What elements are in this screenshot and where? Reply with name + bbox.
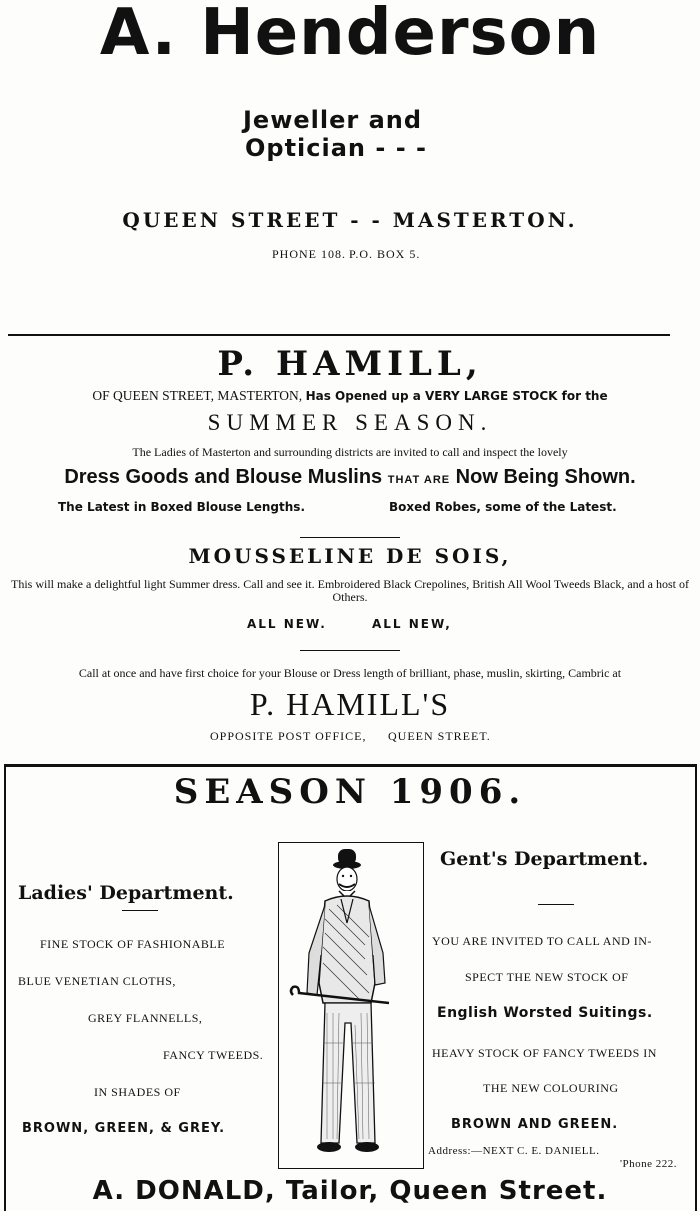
hamill-opened-bold: Has Opened up a VERY LARGE STOCK for the — [305, 389, 608, 403]
ladies-department-heading: Ladies' Department. — [18, 882, 234, 904]
hamill-street: QUEEN STREET. — [388, 729, 491, 743]
gents-line: HEAVY STOCK OF FANCY TWEEDS IN — [432, 1046, 657, 1060]
hamill-all-new-1: ALL NEW. — [247, 617, 327, 631]
ladies-line: BLUE VENETIAN CLOTHS, — [18, 974, 176, 988]
divider-rule — [8, 334, 670, 336]
hamill-description: This will make a delightful light Summer dress. Call and see it. Embroidered Black Crepolines, British All Wool Tweeds Black, and a host of Others. — [11, 577, 689, 604]
gents-line-worsted: English Worsted Suitings. — [437, 1005, 653, 1021]
hamill-all-new-2: ALL NEW, — [372, 617, 452, 631]
hamill-dress-line — [0, 466, 700, 489]
donald-footer: A. DONALD, Tailor, Queen Street. — [92, 1176, 608, 1206]
hamill-now-shown: Now Being Shown. — [455, 466, 636, 488]
hamill-name-possessive: P. HAMILL'S — [249, 686, 451, 722]
gents-line: YOU ARE INVITED TO CALL AND IN- — [432, 934, 652, 948]
hamill-ladies-line: The Ladies of Masterton and surrounding districts are invited to call and inspect the lovely — [132, 445, 568, 459]
gents-line: SPECT THE NEW STOCK OF — [465, 970, 629, 984]
gents-line-colours: BROWN AND GREEN. — [451, 1117, 619, 1132]
ladies-line: GREY FLANNELLS, — [88, 1011, 203, 1025]
donald-phone: 'Phone 222. — [620, 1158, 677, 1170]
ladies-line: FANCY TWEEDS. — [163, 1048, 264, 1062]
hamill-opened-line — [0, 388, 700, 404]
gents-dash — [538, 904, 574, 905]
gentleman-illustration-frame — [278, 842, 424, 1169]
short-rule — [300, 537, 400, 538]
hamill-name: P. HAMILL, — [217, 344, 483, 384]
gentleman-illustration — [279, 843, 422, 1167]
hamill-latest: The Latest in Boxed Blouse Lengths. — [58, 500, 305, 514]
henderson-name: A. Henderson — [99, 0, 601, 70]
hamill-dress-goods: Dress Goods and Blouse Muslins — [64, 466, 383, 488]
ladies-line: IN SHADES OF — [94, 1085, 181, 1099]
henderson-trade-line1: Jeweller and — [243, 106, 423, 134]
henderson-trade-line2: Optician - - - — [245, 134, 427, 162]
hamill-that-are: THAT ARE — [387, 474, 451, 486]
short-rule — [300, 650, 400, 651]
hamill-call-line: Call at once and have first choice for your Blouse or Dress length of brilliant, phase, muslin, skirting, Cambric at — [78, 666, 622, 680]
hamill-mousseline: MOUSSELINE DE SOIS, — [188, 544, 512, 568]
henderson-address: QUEEN STREET - - MASTERTON. — [122, 208, 578, 232]
ladies-line-colours: BROWN, GREEN, & GREY. — [22, 1121, 226, 1136]
henderson-box: P.O. BOX 5. — [349, 247, 421, 261]
donald-address: Address:—NEXT C. E. DANIELL. — [428, 1145, 600, 1157]
hamill-robes: Boxed Robes, some of the Latest. — [389, 500, 617, 514]
hamill-season: SUMMER SEASON. — [207, 410, 493, 435]
ladies-dash — [122, 910, 158, 911]
gents-department-heading: Gent's Department. — [440, 848, 649, 870]
hamill-opened-prefix: OF QUEEN STREET, MASTERTON, — [92, 388, 303, 403]
donald-season: SEASON 1906. — [173, 772, 527, 812]
hamill-opposite: OPPOSITE POST OFFICE, — [210, 729, 367, 743]
ladies-line: FINE STOCK OF FASHIONABLE — [40, 937, 226, 951]
henderson-phone: PHONE 108. — [272, 247, 347, 261]
gents-line: THE NEW COLOURING — [483, 1081, 619, 1095]
